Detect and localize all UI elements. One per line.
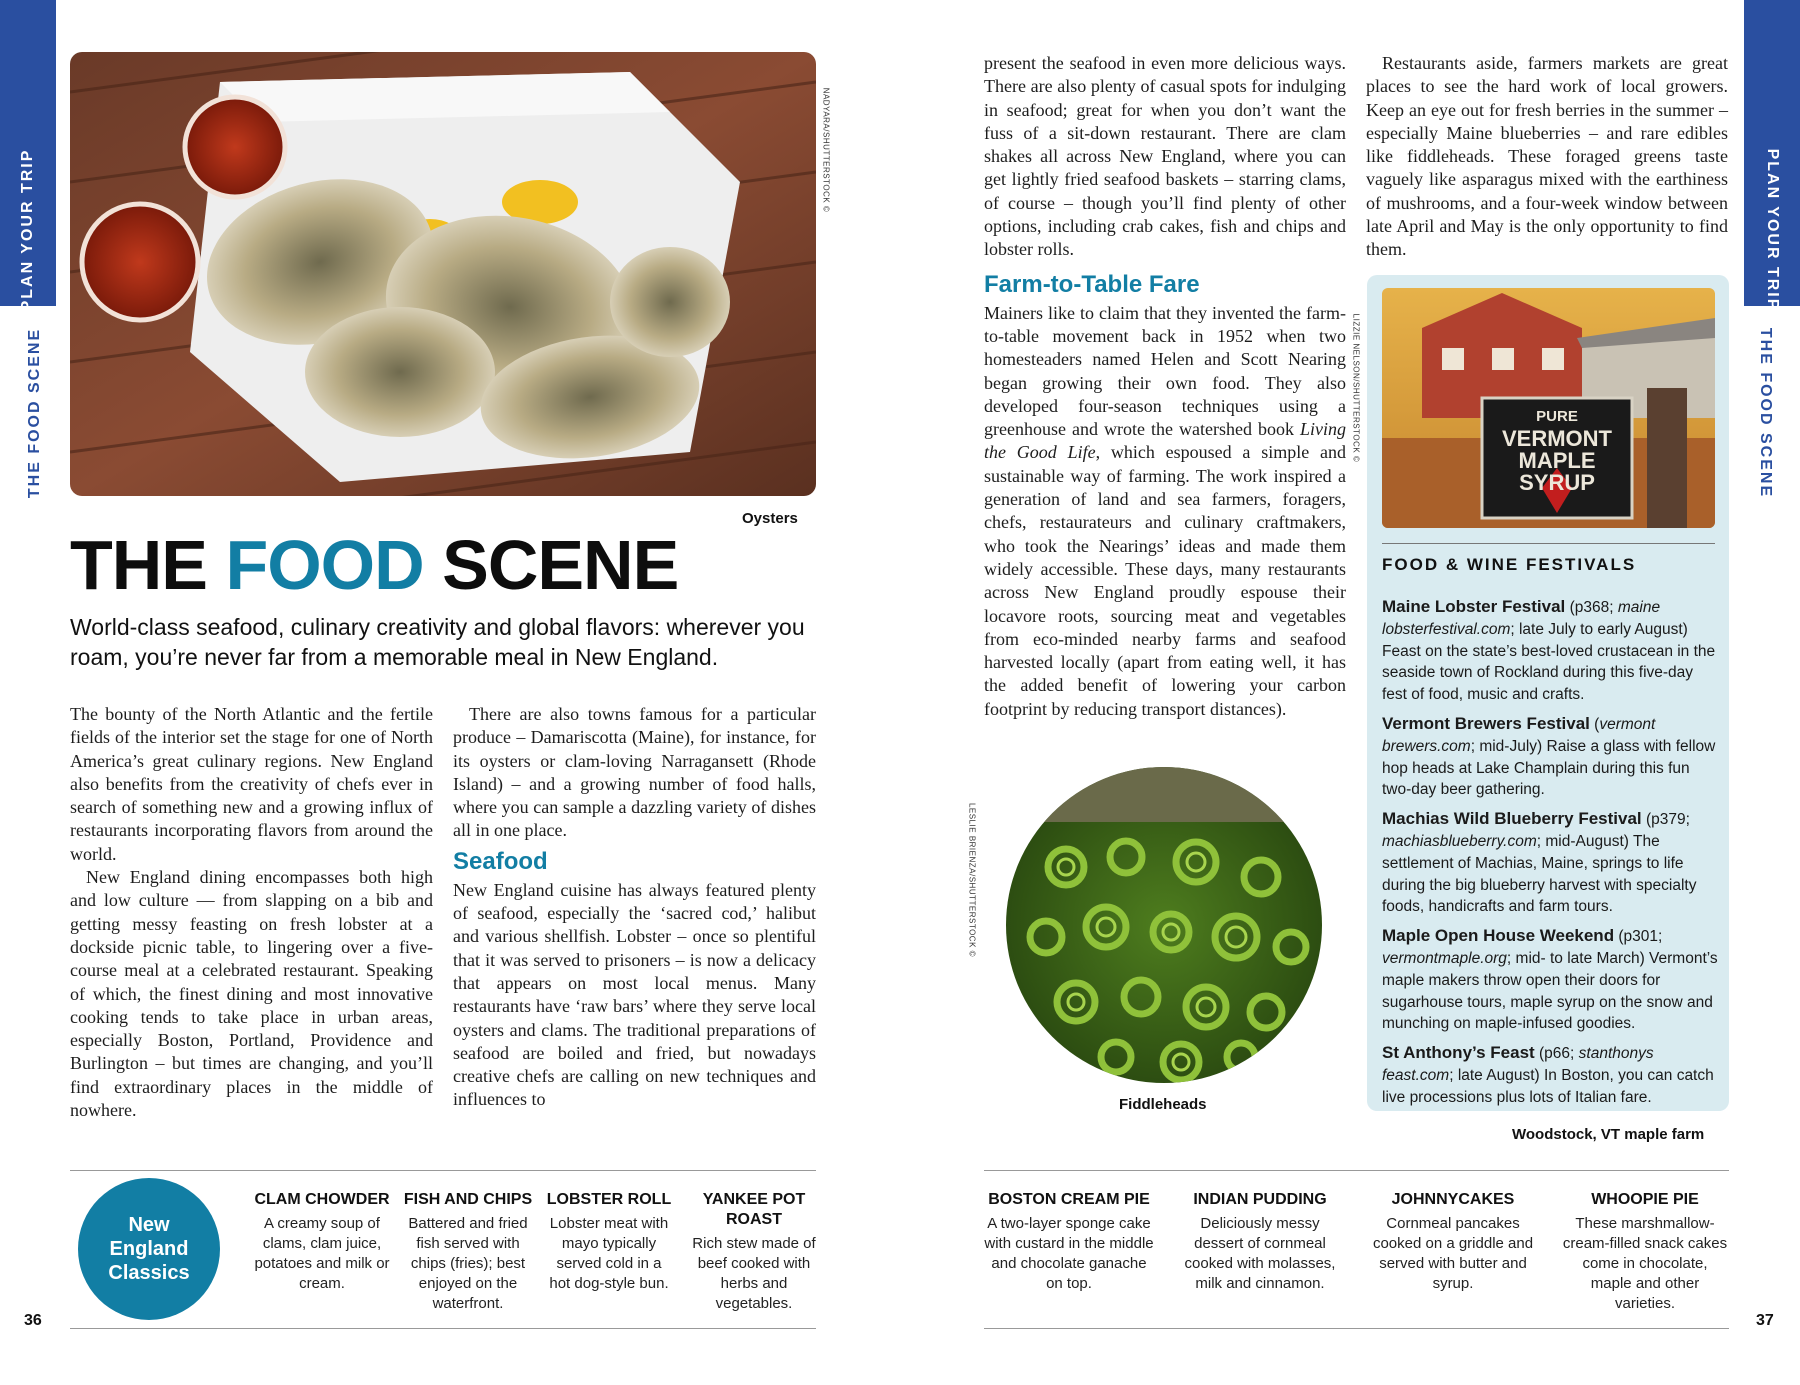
classic-dish-desc: These marshmallow-cream-filled snack cakes come in chocolate, maple and other varieties.	[1562, 1215, 1728, 1312]
sign-line-3: MAPLE	[1518, 448, 1596, 473]
right-section-label: THE FOOD SCENE	[1757, 327, 1774, 499]
classic-dish	[544, 1190, 674, 1294]
classic-dish	[1368, 1190, 1538, 1294]
fiddleheads-photo-credit: LESLIE BRIENZA/SHUTTERSTOCK ©	[967, 802, 977, 958]
classic-dish-desc: A creamy soup of clams, clam juice, potatoes and milk or cream.	[254, 1215, 390, 1292]
classic-dish-name: YANKEE POT ROAST	[702, 1191, 806, 1228]
festival-desc: Vermont’s maple makers throw open their doors for sugarhouse tours, maple syrup on the snow and munching on maple-infused goodies.	[1382, 949, 1718, 1033]
title-accent: FOOD	[225, 526, 424, 604]
classic-dish-name: WHOOPIE PIE	[1591, 1191, 1699, 1208]
oysters-photo-credit: NADYARA/SHUTTERSTOCK ©	[821, 87, 831, 213]
maple-farm-photo-credit: LIZZIE NELSON/SHUTTERSTOCK ©	[1351, 313, 1361, 463]
festival-name: Maine Lobster Festival	[1382, 597, 1566, 616]
oysters-caption: Oysters	[742, 510, 798, 527]
fiddleheads-photo	[1006, 767, 1322, 1083]
festival-name: Vermont Brewers Festival	[1382, 713, 1590, 733]
festival-item	[1382, 596, 1722, 706]
classic-dish-desc: Rich stew made of beef cooked with herbs and vegetables.	[692, 1235, 816, 1312]
festival-url: vermont brewers.com	[1382, 715, 1656, 755]
sign-line-2: VERMONT	[1502, 426, 1612, 451]
title-part-2: SCENE	[442, 526, 679, 604]
festival-desc: In Boston, you can catch live processions plus lots of Italian fare.	[1382, 1066, 1714, 1106]
classics-top-rule-left	[70, 1170, 816, 1171]
classic-dish	[398, 1190, 538, 1314]
festival-ref: (p368;	[1565, 599, 1618, 616]
farm-to-table-heading: Farm-to-Table Fare	[984, 270, 1200, 298]
festival-item	[1382, 713, 1722, 801]
classic-dish	[1176, 1190, 1344, 1294]
col4-paragraph-1: Restaurants aside, farmers markets are great places to see the hard work of local growers. Keep an eye out for fresh berries in the summer – especially Maine blueberries – and rare edibles like fiddleheads. These foraged greens taste vaguely like asparagus mixed with the earthiness of mushrooms, and a four-week window between late April and May is the only opportunity to find them.	[1366, 53, 1728, 260]
title-part-1: THE	[70, 526, 207, 604]
classic-dish-name: INDIAN PUDDING	[1193, 1191, 1327, 1208]
col2-paragraph-1: There are also towns famous for a particular produce – Damariscotta (Maine), for instance, for its oysters or clam-loving Narragansett (Rhode Island) – and a growing number of food halls, where you can sample a dazzling variety of dishes all in one place.	[453, 704, 816, 841]
festival-name: Machias Wild Blueberry Festival	[1382, 809, 1642, 829]
page-subtitle: World-class seafood, culinary creativity and global flavors: wherever you roam, you’re never far from a memorable meal in New England.	[70, 614, 805, 670]
col3-p2-text-a: Mainers like to claim that they invented the farm-to-table movement back in 1952 when two homesteaders named Helen and Scott Nearing began growing their own food. They also developed four-season techniques using a greenhouse and wrote the watershed book	[984, 302, 1346, 440]
classic-dish-desc: Lobster meat with mayo typically served cold in a hot dog-style bun.	[549, 1215, 669, 1292]
classic-dish-name: FISH AND CHIPS	[403, 1191, 533, 1208]
new-england-classics-badge: New England Classics	[78, 1178, 220, 1320]
col3-paragraph-2	[984, 302, 1346, 721]
classic-dish-desc: A two-layer sponge cake with custard in the middle and chocolate ganache on top.	[984, 1215, 1154, 1292]
classics-bottom-rule-right	[984, 1328, 1729, 1329]
festival-name: Maple Open House Weekend	[1382, 926, 1615, 946]
classics-bottom-rule-left	[70, 1328, 816, 1329]
festival-date: ; late August)	[1449, 1066, 1540, 1084]
book-title: Living the Good Life	[984, 419, 1346, 463]
festival-date: ; mid-August)	[1536, 832, 1629, 850]
festival-url: stanthonys feast.com	[1382, 1045, 1654, 1084]
col2-paragraph-2: New England cuisine has always featured plenty of seafood, especially the ‘sacred cod,’ halibut and various shellfish. Lobster – once so plentiful that it was served to prisoners – is now a delicacy that appears on most local menus. Many restaurants have ‘raw bars’ where they serve local oysters and clams. The traditional preparations of seafood are boiled and fried, but nowadays creative chefs are calling on new techniques and influences to	[453, 879, 816, 1110]
festival-ref: (p301;	[1614, 928, 1663, 946]
left-tab-label: PLAN YOUR TRIP	[19, 148, 36, 312]
maple-farm-caption: Woodstock, VT maple farm	[1512, 1126, 1705, 1143]
festival-url: maine lobsterfestival.com	[1382, 599, 1661, 638]
classic-dish	[252, 1190, 392, 1294]
classic-dish-desc: Cornmeal pancakes cooked on a griddle and served with butter and syrup.	[1372, 1215, 1534, 1292]
body-column-3	[984, 52, 1346, 721]
seafood-heading: Seafood	[453, 847, 548, 875]
festival-desc: Raise a glass with fellow hop heads at Lake Champlain during this fun two-day beer gathering.	[1382, 737, 1716, 799]
festival-item	[1382, 925, 1722, 1035]
oysters-photo	[70, 52, 816, 496]
sign-line-4: SYRUP	[1519, 470, 1595, 495]
festival-date: ; mid- to late March)	[1506, 949, 1645, 967]
classic-dish	[1560, 1190, 1730, 1314]
left-side-tab	[0, 0, 56, 312]
right-side-tab	[1744, 0, 1800, 312]
classic-dish-name: LOBSTER ROLL	[546, 1191, 672, 1208]
body-column-2	[453, 703, 816, 1112]
col1-paragraph-2: New England dining encompasses both high and low culture — from slapping on a bib and getting messy feasting on fresh lobster at a dockside picnic table, to lingering over a five-course meal at a celebrated restaurant. Speaking of which, the finest dining and most innovative cooking tends to take place in urban areas, especially Boston, Portland, Providence and Burlington – but times are changing, and you’ll find extraordinary places in the middle of nowhere.	[70, 867, 433, 1121]
col3-p2-text-b: , which espoused a simple and sustainable way of farming. The work inspired a generation of land and sea farmers, foragers, chefs, restaurateurs and culinary craftmakers, who took the Nearings’ ideas and made them widely accessible. These days, many restaurants across New England proudly espouse their locavore roots, sourcing meat and vegetables from eco-minded nearby farms and seafood harvested locally (apart from eating well, it has the added benefit of lowering your carbon footprint by reducing transport distances).	[984, 442, 1346, 719]
classic-dish-name: JOHNNYCAKES	[1391, 1191, 1515, 1208]
festival-desc: Feast on the state’s best-loved crustacean in the seaside town of Rockland during this five-day fest of food, music and crafts.	[1382, 642, 1716, 704]
festival-ref: (p379;	[1641, 811, 1690, 829]
classic-dish	[984, 1190, 1154, 1294]
col3-paragraph-1: present the seafood in even more delicious ways. There are also plenty of casual spots for indulging in seafood; great for when you don’t want the fuss of a sit-down restaurant. There are clam shakes all across New England, where you can get lightly fried seafood baskets – starring clams, of course – though you’ll find plenty of other options, including crab cakes, fish and chips and lobster rolls.	[984, 53, 1346, 260]
festival-desc: The settlement of Machias, Maine, springs to life during the big blueberry harvest with specialty foods, handicrafts and farm tours.	[1382, 832, 1697, 916]
festival-url: machiasblueberry.com	[1382, 832, 1537, 850]
festival-url: vermontmaple.org	[1382, 949, 1507, 967]
classics-top-rule-right	[984, 1170, 1729, 1171]
classic-dish	[684, 1190, 824, 1314]
maple-farm-photo	[1382, 288, 1715, 528]
fiddleheads-caption: Fiddleheads	[1119, 1096, 1207, 1113]
col1-paragraph-1: The bounty of the North Atlantic and the fertile fields of the interior set the stage for one of North America’s great culinary regions. New England also benefits from the creativity of chefs ever in search of something new and a growing influx of restaurants incorporating flavors from around the world.	[70, 704, 433, 864]
festivals-divider	[1382, 543, 1715, 544]
festival-date: ; late July to early August)	[1510, 620, 1688, 638]
left-section-label: THE FOOD SCENE	[26, 327, 43, 499]
body-column-4	[1366, 52, 1728, 262]
classic-dish-name: BOSTON CREAM PIE	[988, 1191, 1150, 1208]
festival-name: St Anthony’s Feast	[1382, 1043, 1535, 1063]
sign-line-1: PURE	[1536, 408, 1578, 425]
festival-item	[1382, 808, 1722, 918]
festival-item	[1382, 1042, 1722, 1108]
page-title	[70, 526, 679, 604]
classic-dish-desc: Deliciously messy dessert of cornmeal cooked with molasses, milk and cinnamon.	[1184, 1215, 1336, 1292]
festival-ref: (	[1589, 715, 1600, 733]
festivals-title: FOOD & WINE FESTIVALS	[1382, 555, 1637, 574]
body-column-1	[70, 703, 433, 1122]
festival-ref: (p66;	[1534, 1045, 1579, 1063]
maple-sign	[1482, 406, 1632, 494]
right-tab-label: PLAN YOUR TRIP	[1764, 148, 1781, 312]
festivals-list	[1382, 596, 1722, 1116]
festival-date: ; mid-July)	[1470, 737, 1543, 755]
page-number-right: 37	[1756, 1312, 1774, 1329]
classic-dish-desc: Battered and fried fish served with chips (fries); best enjoyed on the waterfront.	[408, 1215, 528, 1312]
page-number-left: 36	[24, 1312, 42, 1329]
classic-dish-name: CLAM CHOWDER	[254, 1191, 390, 1208]
